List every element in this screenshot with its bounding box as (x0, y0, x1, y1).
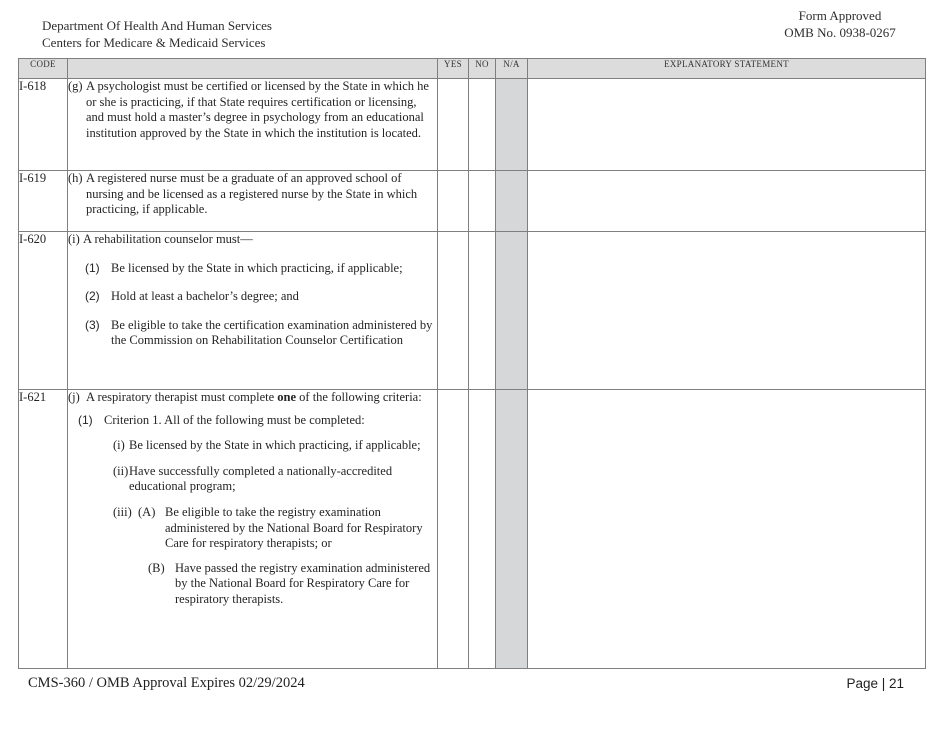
explanatory-cell[interactable] (528, 171, 926, 232)
table-row-i618 (19, 79, 926, 171)
sub-sub-item-a (138, 505, 437, 552)
table-row-i620 (19, 232, 926, 390)
col-header-requirement (68, 59, 438, 79)
item-number: (3) (85, 317, 100, 332)
yes-cell[interactable] (438, 79, 469, 171)
col-header-yes: YES (438, 59, 469, 79)
criterion-text: Criterion 1. All of the following must be completed: (104, 412, 365, 427)
col-header-na: N/A (496, 59, 528, 79)
no-cell[interactable] (469, 390, 496, 669)
item-roman: (iii) (113, 504, 132, 519)
checklist-table (18, 58, 926, 669)
requirement-cell (68, 232, 438, 390)
requirement-paragraph (68, 232, 437, 248)
requirement-cell (68, 171, 438, 232)
form-approved-block (765, 8, 915, 41)
requirement-text: A registered nurse must be a graduate of an approved school of nursing and be licensed as a registered nurse by the State in which practicing, if applicable. (86, 171, 418, 217)
sub-list-item (113, 505, 437, 608)
code-cell: I-618 (19, 79, 68, 171)
intro-text-post: of the following criteria: (296, 390, 422, 404)
yes-cell[interactable] (438, 390, 469, 669)
requirement-paragraph (68, 79, 437, 141)
item-marker: (g) (68, 79, 83, 93)
agency-line2: Centers for Medicare & Medicaid Services (42, 34, 266, 50)
agency-line1: Department Of Health And Human Services (42, 18, 272, 33)
list-item (85, 289, 437, 305)
sub-list-item-text: Have successfully completed a nationally-accredited educational program; (129, 463, 393, 494)
explanatory-cell[interactable] (528, 232, 926, 390)
sub-sub-item-text: Have passed the registry examination administered by the National Board for Respiratory Care for respiratory therapists. (175, 560, 431, 606)
list-item (85, 318, 437, 349)
code-cell: I-619 (19, 171, 68, 232)
sub-list-item (113, 464, 437, 495)
code-cell: I-621 (19, 390, 68, 669)
explanatory-cell[interactable] (528, 390, 926, 669)
yes-cell[interactable] (438, 232, 469, 390)
item-marker: (j) (68, 390, 80, 404)
no-cell[interactable] (469, 232, 496, 390)
sub-list-item-text: Be licensed by the State in which practicing, if applicable; (129, 438, 421, 453)
code-cell: I-620 (19, 232, 68, 390)
item-number: (1) (78, 412, 93, 427)
agency-header (42, 18, 272, 51)
intro-text-pre: A respiratory therapist must complete (86, 390, 278, 404)
item-marker: (i) (68, 232, 80, 246)
requirement-text: A rehabilitation counselor must— (83, 232, 253, 246)
page-number: Page | 21 (846, 676, 904, 691)
no-cell[interactable] (469, 171, 496, 232)
col-header-no: NO (469, 59, 496, 79)
registry-item-body (138, 505, 437, 608)
na-cell[interactable] (496, 171, 528, 232)
form-approved-label: Form Approved (798, 8, 882, 23)
requirement-paragraph (68, 171, 437, 218)
list-item-text: Hold at least a bachelor’s degree; and (111, 289, 299, 304)
criterion-item (78, 413, 437, 429)
table-row-i619 (19, 171, 926, 232)
item-letter: (B) (148, 560, 165, 575)
item-number: (2) (85, 289, 100, 304)
omb-number: OMB No. 0938-0267 (784, 24, 896, 40)
na-cell[interactable] (496, 390, 528, 669)
requirement-text (86, 390, 437, 406)
item-letter: (A) (138, 504, 156, 519)
requirement-paragraph (68, 390, 437, 406)
yes-cell[interactable] (438, 171, 469, 232)
sub-sub-item-text: Be eligible to take the registry examination administered by the National Board for Respiratory Care for respiratory therapists; or (165, 504, 423, 551)
col-header-code: CODE (19, 59, 68, 79)
item-roman: (ii) (113, 463, 129, 478)
list-item (85, 261, 437, 277)
item-number: (1) (85, 260, 100, 275)
item-marker: (h) (68, 171, 83, 185)
col-header-explanatory: EXPLANATORY STATEMENT (528, 59, 926, 79)
na-cell[interactable] (496, 232, 528, 390)
table-row-i621 (19, 390, 926, 669)
sub-list-item (113, 438, 437, 454)
explanatory-cell[interactable] (528, 79, 926, 171)
table-header-row (19, 59, 926, 79)
na-cell[interactable] (496, 79, 528, 171)
item-roman: (i) (113, 438, 125, 453)
requirement-text: A psychologist must be certified or licensed by the State in which he or she is practicing, if that State requires certification or licensing, and must hold a master’s degree in psychology from an educational institution approved by the State in which the institution is located. (86, 79, 429, 140)
list-item-text: Be licensed by the State in which practicing, if applicable; (111, 260, 403, 275)
no-cell[interactable] (469, 79, 496, 171)
list-item-text: Be eligible to take the certification examination administered by the Commission on Rehabilitation Counselor Certification (111, 317, 433, 348)
form-number-footer: CMS-360 / OMB Approval Expires 02/29/2024 (28, 675, 305, 691)
sub-sub-item-b (148, 561, 437, 608)
requirement-cell (68, 79, 438, 171)
requirement-cell (68, 390, 438, 669)
intro-text-bold: one (277, 390, 297, 404)
